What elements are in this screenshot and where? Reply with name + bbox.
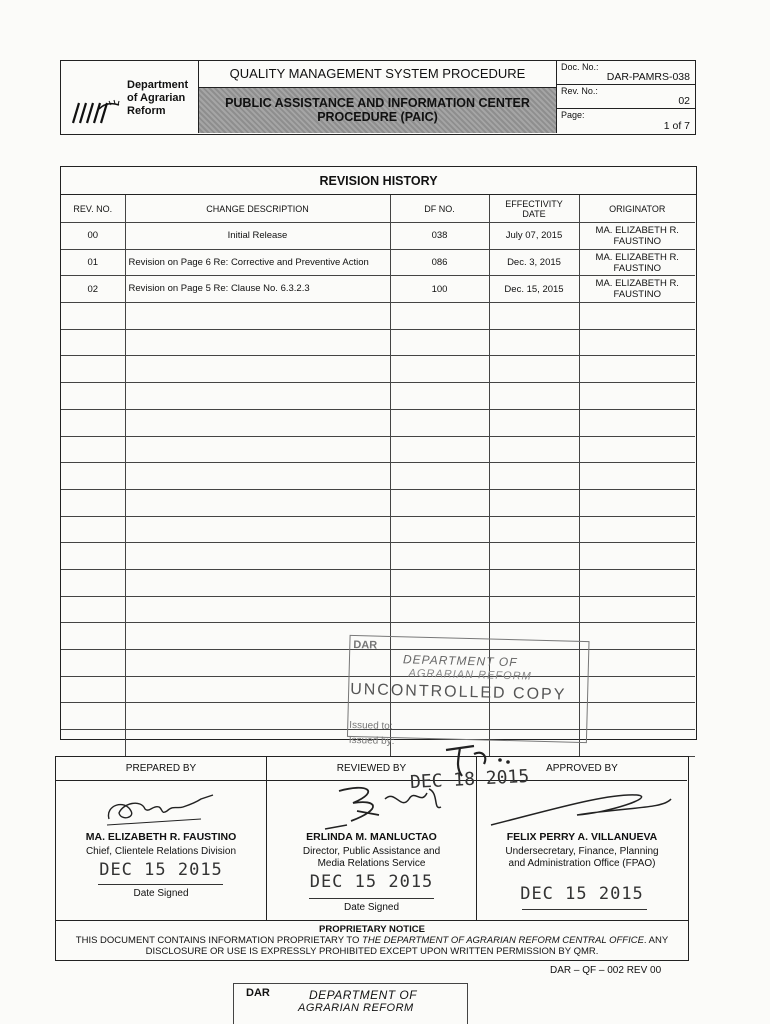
approved-title-line-1: Undersecretary, Finance, Planning bbox=[505, 846, 659, 857]
effectivity-date-cell: Dec. 15, 2015 bbox=[489, 276, 579, 303]
stamp-agrarian: AGRARIAN REFORM bbox=[408, 667, 532, 683]
rev-no-cell bbox=[557, 85, 695, 109]
form-code: DAR – QF – 002 REV 00 bbox=[550, 965, 662, 976]
revision-history-title: REVISION HISTORY bbox=[61, 167, 696, 195]
dar-logo-icon bbox=[69, 99, 123, 125]
page-cell bbox=[557, 109, 695, 133]
approved-by-title bbox=[477, 846, 687, 870]
rev-no-cell: 00 bbox=[61, 223, 125, 250]
change-description-cell: Initial Release bbox=[125, 223, 390, 250]
empty-row bbox=[61, 329, 695, 356]
notice-text-organization: THE DEPARTMENT OF AGRARIAN REFORM CENTRAL OFFICE bbox=[362, 935, 644, 946]
rev-no-value: 02 bbox=[678, 95, 690, 107]
prepared-by-column bbox=[56, 757, 266, 920]
department-stamp bbox=[233, 983, 468, 1024]
department-line-3: Reform bbox=[127, 105, 166, 117]
prepared-by-heading: PREPARED BY bbox=[56, 757, 266, 781]
df-no-cell: 086 bbox=[390, 249, 489, 276]
col-change-description: CHANGE DESCRIPTION bbox=[125, 195, 390, 223]
empty-row bbox=[61, 383, 695, 410]
signature-block bbox=[55, 756, 689, 921]
table-row bbox=[61, 223, 695, 250]
approved-by-name: FELIX PERRY A. VILLANUEVA bbox=[506, 831, 658, 843]
table-row bbox=[61, 276, 695, 303]
reviewed-date-label: Date Signed bbox=[343, 902, 400, 913]
rev-no-cell: 01 bbox=[61, 249, 125, 276]
date-line bbox=[309, 898, 434, 899]
reviewed-by-title bbox=[267, 846, 476, 870]
prepared-date-stamp: DEC 15 2015 bbox=[99, 860, 223, 880]
approved-by-heading: APPROVED BY bbox=[477, 757, 687, 781]
department-name bbox=[127, 79, 188, 118]
initials-mark bbox=[440, 740, 520, 780]
document-header bbox=[60, 60, 696, 135]
stamp-issued-to: Issued to: bbox=[349, 719, 393, 733]
empty-row bbox=[61, 543, 695, 570]
originator-cell: MA. ELIZABETH R. FAUSTINO bbox=[579, 249, 695, 276]
empty-row bbox=[61, 303, 695, 330]
approved-title-line-2: and Administration Office (FPAO) bbox=[508, 858, 656, 869]
procedure-title-line-2: PROCEDURE (PAIC) bbox=[317, 110, 438, 124]
procedure-banner bbox=[199, 87, 556, 133]
reviewed-by-name: ERLINDA M. MANLUCTAO bbox=[306, 831, 437, 843]
meta-cell-group bbox=[557, 61, 695, 133]
received-date-stamp: DEC 18 2015 bbox=[409, 765, 530, 794]
empty-row bbox=[61, 489, 695, 516]
change-description-cell: Revision on Page 5 Re: Clause No. 6.3.2.3 bbox=[125, 276, 390, 303]
approved-date-stamp: DEC 15 2015 bbox=[520, 884, 644, 904]
df-no-cell: 100 bbox=[390, 276, 489, 303]
stamp-department: DEPARTMENT OF bbox=[402, 652, 518, 670]
department-line-2: of Agrarian bbox=[127, 92, 186, 104]
logo-cell bbox=[61, 61, 199, 133]
originator-cell: MA. ELIZABETH R. FAUSTINO bbox=[579, 276, 695, 303]
effectivity-date-cell: July 07, 2015 bbox=[489, 223, 579, 250]
procedure-title-line-1: PUBLIC ASSISTANCE AND INFORMATION CENTER bbox=[225, 96, 530, 110]
title-cell bbox=[199, 61, 557, 133]
prepared-by-name: MA. ELIZABETH R. FAUSTINO bbox=[85, 831, 237, 843]
empty-row bbox=[61, 516, 695, 543]
notice-text-c: . ANY DISCLOSURE OR USE IS EXPRESSLY PROHIBITED EXCEPT UPON WRITTEN PERMISSION BY QMR. bbox=[145, 935, 669, 957]
originator-cell: MA. ELIZABETH R. FAUSTINO bbox=[579, 223, 695, 250]
doc-no-label: Doc. No.: bbox=[561, 62, 599, 72]
col-df-no: DF NO. bbox=[390, 195, 489, 223]
empty-row bbox=[61, 436, 695, 463]
col-rev-no: REV. NO. bbox=[61, 195, 125, 223]
empty-row bbox=[61, 596, 695, 623]
reviewed-title-line-2: Media Relations Service bbox=[317, 858, 426, 869]
signature-villanueva bbox=[487, 785, 677, 833]
bottom-stamp-logo: DAR bbox=[246, 987, 270, 999]
table-header-row bbox=[61, 195, 695, 223]
df-no-cell: 038 bbox=[390, 223, 489, 250]
reviewed-by-heading: REVIEWED BY bbox=[267, 757, 476, 781]
col-effectivity-date: EFFECTIVITY DATE bbox=[489, 195, 579, 223]
signature-faustino bbox=[101, 785, 221, 830]
doc-no-cell bbox=[557, 61, 695, 85]
notice-text-a: THIS DOCUMENT CONTAINS INFORMATION PROPRIETARY TO bbox=[75, 935, 363, 946]
reviewed-title-line-1: Director, Public Assistance and bbox=[302, 846, 441, 857]
page-label: Page: bbox=[561, 110, 585, 120]
col-originator: ORIGINATOR bbox=[579, 195, 695, 223]
date-line bbox=[98, 884, 223, 885]
page-value: 1 of 7 bbox=[663, 120, 690, 132]
empty-row bbox=[61, 409, 695, 436]
doc-no-value: DAR-PAMRS-038 bbox=[606, 71, 690, 83]
stamp-logo: DAR bbox=[353, 638, 378, 652]
bottom-stamp-line-1: DEPARTMENT OF bbox=[309, 988, 418, 1002]
stamp-status: UNCONTROLLED COPY bbox=[349, 680, 567, 704]
notice-title: PROPRIETARY NOTICE bbox=[319, 924, 425, 935]
department-line-1: Department bbox=[127, 79, 189, 91]
prepared-by-title: Chief, Clientele Relations Division bbox=[85, 846, 237, 857]
change-description-cell: Revision on Page 6 Re: Corrective and Preventive Action bbox=[125, 249, 390, 276]
stamp-issued-by: Issued by: bbox=[348, 734, 395, 748]
rev-no-label: Rev. No.: bbox=[561, 86, 598, 96]
procedure-title bbox=[199, 96, 556, 124]
table-row bbox=[61, 249, 695, 276]
date-line bbox=[522, 909, 647, 910]
empty-row bbox=[61, 463, 695, 490]
proprietary-notice bbox=[55, 921, 689, 961]
qms-title: QUALITY MANAGEMENT SYSTEM PROCEDURE bbox=[229, 66, 526, 81]
empty-row bbox=[61, 569, 695, 596]
bottom-stamp-line-2: AGRARIAN REFORM bbox=[298, 1002, 414, 1014]
empty-row bbox=[61, 356, 695, 383]
effectivity-date-cell: Dec. 3, 2015 bbox=[489, 249, 579, 276]
rev-no-cell: 02 bbox=[61, 276, 125, 303]
reviewed-date-stamp: DEC 15 2015 bbox=[309, 872, 434, 892]
prepared-date-label: Date Signed bbox=[133, 888, 189, 899]
